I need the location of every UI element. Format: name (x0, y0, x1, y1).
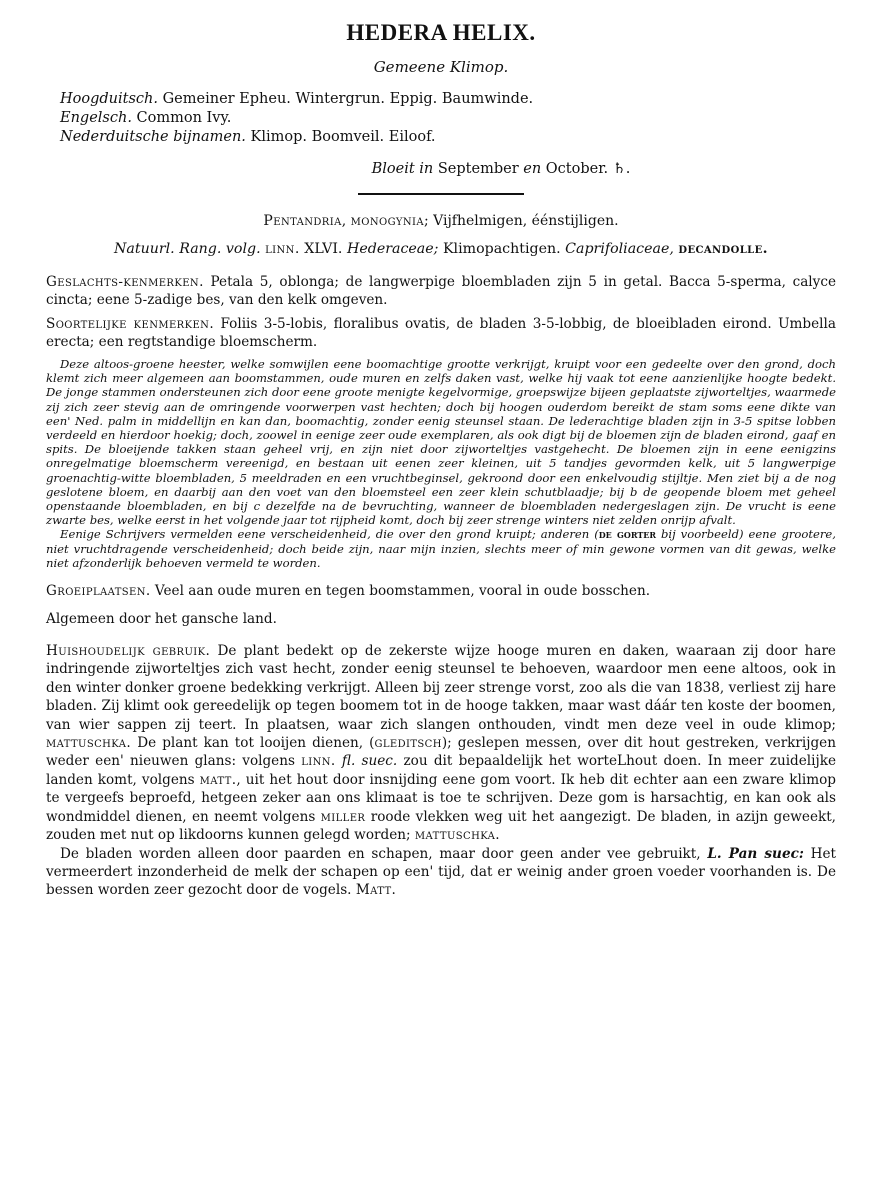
household-text-d: zou dit bepaaldelijk het worteLhout doen. In meer zuidelijke landen komt, volgens (46, 753, 837, 788)
linnean-class: Pentandria, monogynia; Vijfhelmigen, éénstijligen. (263, 213, 619, 229)
natuurl-number: XLVI. (304, 241, 343, 257)
ref-matt-2: Matt. (355, 882, 397, 899)
author-de-gorter: de gorter (598, 527, 657, 542)
species-label: Soortelijke kenmerken. (46, 316, 215, 332)
varieties-text-a: Eenige Schrijvers vermelden eene verscheidenheid, die over den grond kruipt; anderen ( (60, 527, 599, 542)
bloei-mid: en (523, 161, 542, 177)
page-title: HEDERA HELIX. (346, 20, 536, 45)
bloei-prefix: Bloeit in (371, 161, 434, 177)
divider-rule (358, 193, 524, 195)
ref-fl-suec: fl. suec. (341, 753, 398, 770)
habitat-label: Groeiplaatsen. (46, 583, 151, 600)
household-text-c: ); geslepen messen, over dit hout gestreken, verkrijgen weder een' nieuwen glans: volgens (46, 735, 836, 770)
ref-matt-1: matt. (199, 771, 237, 788)
natural-order (46, 241, 836, 257)
class-pentandria: Pentandria (263, 213, 342, 229)
family-author: decandolle. (678, 241, 768, 257)
genus-characteristics (46, 273, 836, 309)
name-text: Common Ivy. (136, 110, 232, 126)
family-latin: Hederaceae; (346, 241, 439, 257)
household-use (46, 642, 836, 844)
ref-miller: miller (320, 808, 366, 825)
description-varieties (46, 527, 836, 570)
name-lang: Hoogduitsch. (60, 91, 158, 107)
household-text-b: De plant kan tot looijen dienen, ( (137, 735, 375, 752)
habitat (46, 582, 836, 600)
household-text-e: , uit het hout door insnijding eene gom voort. Ik heb dit echter aan een zware klimop te vergeefs beproefd, hetgeen zeker aan ons klimaat is toe te schrijven. Deze gom is harsachtig, en kan ook als wondmiddel dienen, en neemt volgens (46, 771, 836, 825)
name-text: Gemeiner Epheu. Wintergrun. Eppig. Baumwinde. (162, 91, 534, 107)
ref-linn: linn. (301, 753, 336, 770)
household-text-f: roode vlekken weg uit het aangezigt. De bladen, in azijn geweekt, zouden met nut op likdoorns kunnen gelegd worden; (46, 808, 837, 844)
name-line-dutch (60, 128, 836, 147)
family-alt: Caprifoliaceae, (565, 241, 674, 257)
class-monogynia: monogynia (350, 213, 424, 229)
species-characteristics (46, 315, 836, 351)
name-line-german (60, 90, 836, 109)
fodder-text-b: Het vermeerdert inzonderheid de melk der schapen op een' tijd, dat er weinig ander groen voeder voorhanden is. De bessen worden zeer gezocht door de vogels. (46, 845, 836, 899)
page-subtitle: Gemeene Klimop. (373, 58, 509, 76)
flowering-time (166, 161, 836, 177)
household-use-fodder (46, 845, 836, 900)
bloei-month1: September (437, 161, 519, 177)
genus-text: Petala 5, oblonga; de langwerpige bloembladen zijn 5 in getal. Bacca 5-sperma, calyce cincta; eene 5-zadige bes, van den kelk omgeven. (46, 274, 836, 308)
habitat-text: Veel aan oude muren en tegen boomstammen, vooral in oude bosschen. (154, 583, 651, 600)
ref-mattuschka-1: mattuschka. (46, 735, 132, 752)
household-text-a: De plant bedekt op de zekerste wijze hooge muren en daken, waaraan zij door hare indringende zijworteltjes zich vast hecht, zonder eenig steunsel te behoeven, waardoor men eene altoos, ook in den winter donker groene bedekking verkrijgt. Alleen bij zeer strenge vorst, zoo als die van 1838, verliest zij hare bladen. Zij klimt ook gereedelijk op tegen boomem tot in de hooge takken, maar wast dáár ten koste der boomen, van wier sappen zij teert. In plaatsen, waar zich slangen onthouden, vindt men deze veel in oude klimop; (46, 643, 836, 733)
description-paragraph: Deze altoos-groene heester, welke somwijlen eene boomachtige grootte verkrijgt, kruipt voor een gedeelte over den grond, doch klemt zich meer algemeen aan boomstammen, oude muren en zelfs daken vast, welke hij vaak tot eene aanzienlijke hoogte bedekt. De jonge stammen ondersteunen zich door eene groote menigte kegelvormige, groepswijze bijeen geplaatste zijworteltjes, waarmede zij zich zeer stevig aan de omringende voorwerpen vast hechten; doch bij hoogen ouderdom bereikt de stam soms eene dikte van een' Ned. palm in middellijn en kan dan, boomachtig, zonder eenig steunsel staan. De lederachtige bladen zijn in 3-5 spitse lobben verdeeld en hierdoor hoekig; doch, zoowel in eenige zeer oude exemplaren, als ook digt bij de bloemen zijn de bladen eirond, gaaf en spits. De bloeijende takken staan geheel vrij, en zijn niet door zijworteltjes vastgehecht. De bloemen zijn in eene eenigzins onregelmatige bloemscherm vereenigd, en bestaan uit eenen zeer kleinen, uit 5 tandjes gevormden kelk, uit 5 langwerpige groenachtig-witte bloembladen, 5 meeldraden en een vruchtbeginsel, gekroond door een enkelvoudig stijltje. Men ziet bij a de nog geslotene bloem, en daarbij aan den voet van den bloemsteel een zeer klein schutblaadje; bij b de geopende bloem met geheel openstaande bloembladen, en bij c dezelfde na de bevruchting, wanneer de bloembladen nedergeslagen zijn. De vrucht is eene zwarte bes, welke eerst in het volgende jaar tot rijpheid komt, doch bij zeer strenge winters niet zelden onrijp afvalt. (46, 357, 836, 528)
class-dutch: Vijfhelmigen, éénstijligen. (433, 213, 619, 229)
ref-mattuschka-2: mattuschka. (414, 827, 501, 844)
varieties-text-b: bij voorbeeld) eene grootere, niet vruchtdragende verscheidenheid; doch beide zijn, naar mijn inzien, slechts meer of min gewone vormen van dit gewas, welke niet afzonderlijk behoeven vermeld te worden. (46, 527, 836, 570)
name-lang: Nederduitsche bijnamen. (60, 129, 246, 145)
bloei-month2: October. (545, 161, 609, 177)
family-dutch: Klimopachtigen. (442, 241, 561, 257)
perennial-symbol: ♄. (612, 161, 631, 177)
household-label: Huishoudelijk gebruik. (46, 643, 211, 660)
name-lang: Engelsch. (60, 110, 132, 126)
linn-abbrev: linn. (265, 241, 300, 257)
habitat-general: Algemeen door het gansche land. (46, 611, 277, 628)
ref-gleditsch: gleditsch (374, 735, 442, 752)
name-text: Klimop. Boomveil. Eiloof. (250, 129, 436, 145)
name-line-english (60, 109, 836, 128)
species-text: Foliis 3-5-lobis, floralibus ovatis, de bladen 3-5-lobbig, de bloeibladen eirond. Umbella erecta; een regtstandige bloemscherm. (46, 316, 836, 350)
fodder-text-a: De bladen worden alleen door paarden en schapen, maar door geen ander vee gebruikt, (60, 845, 701, 862)
description-block (46, 357, 836, 570)
ref-pan-suec: L. Pan suec: (707, 845, 804, 862)
natuurl-label: Natuurl. Rang. volg. (114, 241, 261, 257)
common-names (60, 90, 836, 147)
genus-label: Geslachts-kenmerken. (46, 274, 204, 290)
